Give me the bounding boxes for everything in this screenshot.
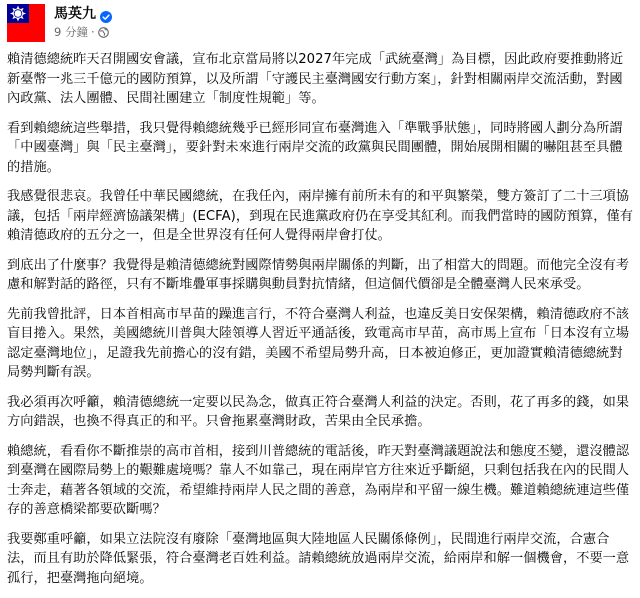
roc-flag-icon (7, 4, 45, 42)
post-paragraph: 賴總統，看看你不斷推崇的高市首相，接到川普總統的電話後，昨天對臺灣議題說法和態度丕變，還沒體認到臺灣在國際局勢上的艱難處境嗎？靠人不如靠己，現在兩岸官方往來近乎斷絕，只剩包括我在內的民間人士奔走，藉著各領域的交流，希望維持兩岸人民之間的善意，為兩岸和平留一線生機。難道賴總統連這些僅存的善意橋梁都要砍斷嗎？ (7, 443, 630, 517)
post-header (7, 3, 633, 43)
meta-separator: · (90, 25, 95, 39)
post-paragraph: 先前我曾批評，日本首相高市早苗的躁進言行，不符合臺灣人利益，也違反美日安保架構，賴清德政府不該盲目捲入。果然，美國總統川普與大陸領導人習近平通話後，致電高市早苗，高市馬上宣布「日本沒有立場認定臺灣地位」，足證我先前擔心的沒有錯，美國不希望局勢升高，日本被迫修正，更加證實賴清德總統對局勢判斷有誤。 (7, 306, 630, 380)
post-paragraph: 我要鄭重呼籲，如果立法院沒有廢除「臺灣地區與大陸地區人民關係條例」，民間進行兩岸交流，合憲合法，而且有助於降低緊張，符合臺灣老百姓利益。請賴總統放過兩岸交流，給兩岸和解一個機會，不要一意孤行，把臺灣拖向絕境。 (7, 531, 630, 586)
verified-badge-icon (100, 8, 112, 20)
post-paragraph: 我必須再次呼籲，賴清德總統一定要以民為念，做真正符合臺灣人利益的決定。否則，花了再多的錢，如果方向錯誤，也換不得真正的和平。只會拖累臺灣財政，苦果由全民承擔。 (7, 394, 630, 429)
post-meta (54, 25, 109, 39)
author-row (54, 5, 112, 23)
post-paragraph: 我感覺很悲哀。我曾任中華民國總統，在我任內，兩岸擁有前所未有的和平與繁榮，雙方簽訂了二十三項協議，包括「兩岸經濟協議架構」(ECFA)，到現在民進黨政府仍在享受其紅利。而我們當時的國防預算，僅有賴清德政府的五分之一，但是全世界沒有任何人覺得兩岸會打仗。 (7, 189, 633, 243)
post-body (7, 50, 635, 598)
post-paragraph: 到底出了什麼事？我覺得是賴清德總統對國際情勢與兩岸關係的判斷，出了相當大的問題。而他完全沒有考慮和解對話的路徑，只有不斷堆疊軍事採購與動員對抗情緒，但這個代價卻是全體臺灣人民來承受。 (7, 257, 630, 292)
author-name[interactable]: 馬英九 (54, 6, 96, 22)
globe-icon[interactable] (98, 27, 109, 38)
post-paragraph: 賴清德總統昨天召開國安會議，宣布北京當局將以2027年完成「武統臺灣」為目標，因此政府要推動將近新臺幣一兆三千億元的國防預算，以及所謂「守護民主臺灣國安行動方案」，針對相關兩岸交流活動，對國內政黨、法人團體、民間社團建立「制度性規範」等。 (7, 52, 624, 106)
post-paragraph: 看到賴總統這些舉措，我只覺得賴總統幾乎已經形同宣布臺灣進入「準戰爭狀態」，同時將國人劃分為所謂「中國臺灣」與「民主臺灣」，要針對未來進行兩岸交流的政黨與民間團體，開始展開相關的嚇阻甚至具體的措施。 (7, 120, 623, 175)
timestamp[interactable]: 9 分鐘 (54, 25, 88, 39)
avatar[interactable] (7, 4, 45, 42)
